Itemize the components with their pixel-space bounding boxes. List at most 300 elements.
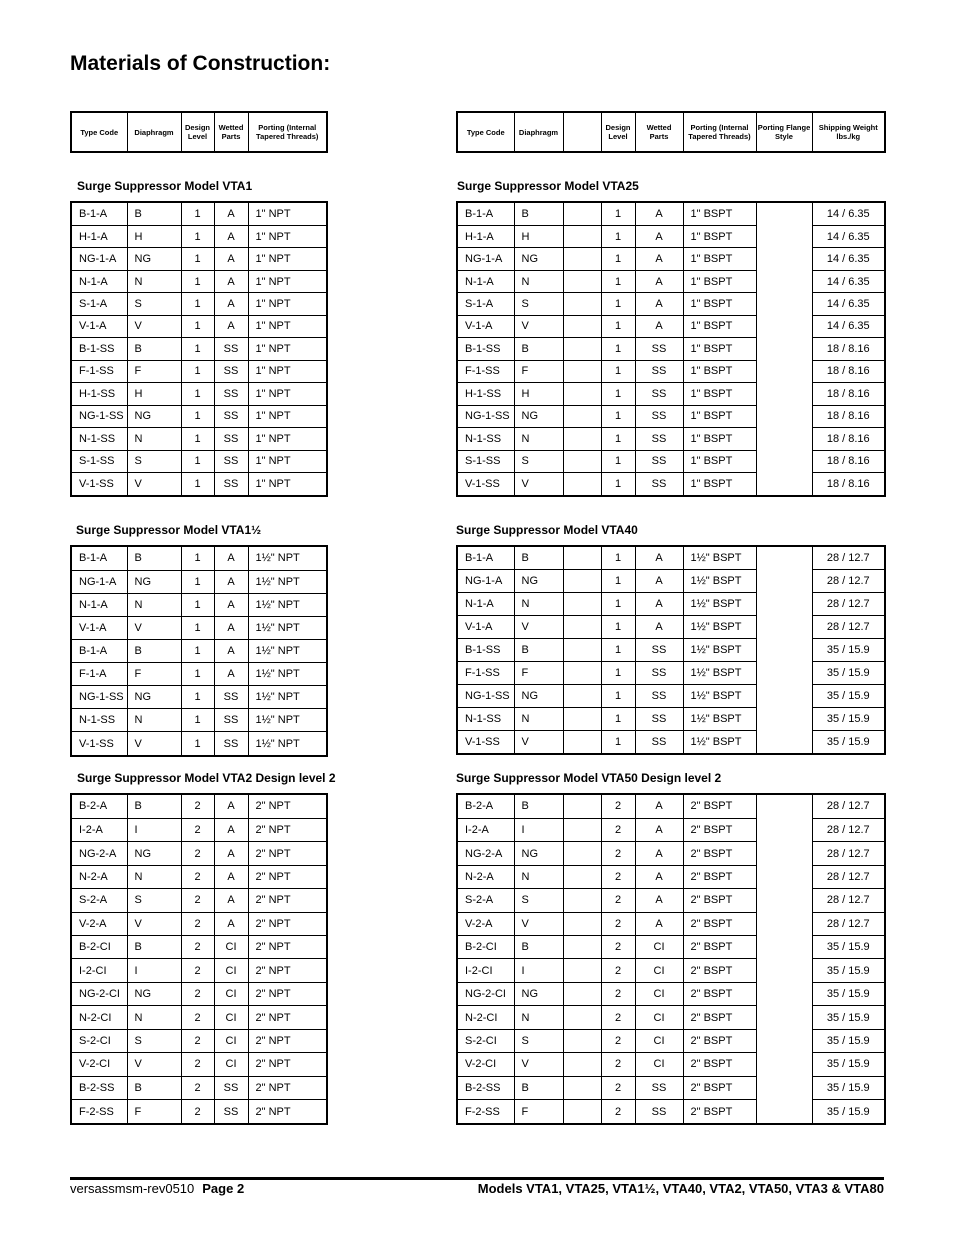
- cell-design-level: 1: [601, 360, 635, 382]
- cell-shipping-weight: 14 / 6.35: [812, 270, 885, 292]
- table-row: [71, 270, 327, 292]
- table-row: [71, 1076, 327, 1099]
- table-row: [71, 546, 327, 570]
- cell-porting: 1" BSPT: [683, 202, 756, 225]
- header-diaphragm: Diaphragm: [514, 112, 563, 152]
- cell-wetted-parts: CI: [214, 1006, 248, 1029]
- cell-flange-style: [756, 707, 812, 730]
- cell-diaphragm: N: [514, 428, 563, 450]
- cell-shipping-weight: 35 / 15.9: [812, 936, 885, 959]
- cell-wetted-parts: A: [635, 248, 683, 270]
- cell-porting: 1" BSPT: [683, 248, 756, 270]
- table-row: [71, 889, 327, 912]
- cell-type-code: V-2-A: [71, 912, 127, 935]
- cell-blank: [563, 383, 601, 405]
- cell-type-code: V-1-A: [457, 616, 514, 639]
- table-row: [71, 225, 327, 247]
- cell-blank: [563, 1100, 601, 1124]
- table-row: [457, 865, 885, 888]
- cell-flange-style: [756, 428, 812, 450]
- cell-flange-style: [756, 225, 812, 247]
- cell-blank: [563, 360, 601, 382]
- table-row: [457, 202, 885, 225]
- cell-blank: [563, 842, 601, 865]
- table-row: [71, 202, 327, 225]
- cell-flange-style: [756, 730, 812, 754]
- cell-type-code: B-2-CI: [71, 936, 127, 959]
- cell-diaphragm: V: [514, 1053, 563, 1076]
- table-row: [71, 1053, 327, 1076]
- cell-porting: 2" BSPT: [683, 818, 756, 841]
- cell-type-code: NG-1-A: [457, 570, 514, 593]
- cell-blank: [563, 202, 601, 225]
- cell-design-level: 2: [601, 1053, 635, 1076]
- cell-flange-style: [756, 912, 812, 935]
- cell-type-code: N-1-A: [457, 270, 514, 292]
- cell-diaphragm: N: [514, 1006, 563, 1029]
- cell-blank: [563, 248, 601, 270]
- cell-design-level: 1: [601, 546, 635, 570]
- cell-wetted-parts: SS: [635, 428, 683, 450]
- cell-design-level: 1: [181, 202, 214, 225]
- cell-design-level: 2: [181, 936, 214, 959]
- table-row: [457, 1006, 885, 1029]
- cell-blank: [563, 1006, 601, 1029]
- cell-diaphragm: B: [514, 639, 563, 662]
- cell-design-level: 1: [601, 684, 635, 707]
- cell-diaphragm: NG: [514, 684, 563, 707]
- cell-design-level: 1: [601, 202, 635, 225]
- cell-flange-style: [756, 248, 812, 270]
- cell-design-level: 1: [181, 639, 214, 662]
- cell-shipping-weight: 14 / 6.35: [812, 202, 885, 225]
- cell-design-level: 2: [601, 1100, 635, 1124]
- table-row: [457, 428, 885, 450]
- table-row: [71, 794, 327, 818]
- cell-wetted-parts: CI: [214, 1029, 248, 1052]
- cell-diaphragm: B: [127, 338, 181, 360]
- cell-diaphragm: NG: [514, 405, 563, 427]
- cell-diaphragm: H: [514, 383, 563, 405]
- cell-wetted-parts: SS: [635, 684, 683, 707]
- cell-wetted-parts: A: [214, 248, 248, 270]
- table-row: [457, 248, 885, 270]
- cell-diaphragm: V: [127, 473, 181, 497]
- table-row: [457, 338, 885, 360]
- cell-design-level: 1: [601, 707, 635, 730]
- cell-type-code: B-1-A: [71, 202, 127, 225]
- cell-diaphragm: V: [514, 473, 563, 497]
- cell-type-code: B-2-A: [457, 794, 514, 818]
- cell-blank: [563, 225, 601, 247]
- cell-diaphragm: NG: [514, 842, 563, 865]
- cell-diaphragm: NG: [514, 248, 563, 270]
- cell-porting: 1" BSPT: [683, 338, 756, 360]
- cell-wetted-parts: A: [214, 270, 248, 292]
- cell-diaphragm: N: [127, 270, 181, 292]
- cell-shipping-weight: 28 / 12.7: [812, 546, 885, 570]
- cell-wetted-parts: SS: [635, 473, 683, 497]
- table-row: [457, 450, 885, 472]
- cell-diaphragm: V: [127, 912, 181, 935]
- cell-type-code: F-1-SS: [457, 360, 514, 382]
- table-row: [71, 709, 327, 732]
- cell-type-code: H-1-SS: [71, 383, 127, 405]
- cell-type-code: V-1-A: [457, 315, 514, 337]
- cell-porting: 1" NPT: [248, 338, 327, 360]
- cell-type-code: B-1-SS: [71, 338, 127, 360]
- cell-type-code: NG-2-A: [71, 842, 127, 865]
- header-row: [457, 112, 885, 152]
- cell-wetted-parts: SS: [214, 360, 248, 382]
- cell-porting: 2" NPT: [248, 982, 327, 1005]
- cell-diaphragm: NG: [127, 405, 181, 427]
- cell-porting: 1" NPT: [248, 225, 327, 247]
- cell-design-level: 1: [601, 270, 635, 292]
- cell-blank: [563, 428, 601, 450]
- cell-porting: 2" BSPT: [683, 1053, 756, 1076]
- cell-type-code: V-2-CI: [71, 1053, 127, 1076]
- cell-blank: [563, 570, 601, 593]
- cell-shipping-weight: 35 / 15.9: [812, 707, 885, 730]
- cell-type-code: I-2-CI: [71, 959, 127, 982]
- cell-type-code: V-1-A: [71, 315, 127, 337]
- cell-porting: 1" NPT: [248, 405, 327, 427]
- cell-diaphragm: I: [127, 959, 181, 982]
- cell-design-level: 1: [181, 293, 214, 315]
- cell-flange-style: [756, 383, 812, 405]
- cell-porting: 1½" BSPT: [683, 570, 756, 593]
- cell-flange-style: [756, 1076, 812, 1099]
- cell-diaphragm: S: [514, 889, 563, 912]
- cell-diaphragm: NG: [514, 570, 563, 593]
- cell-design-level: 1: [181, 315, 214, 337]
- table-row: [457, 1100, 885, 1124]
- cell-type-code: S-1-A: [71, 293, 127, 315]
- cell-blank: [563, 473, 601, 497]
- cell-wetted-parts: A: [214, 546, 248, 570]
- cell-wetted-parts: SS: [214, 450, 248, 472]
- cell-wetted-parts: A: [214, 818, 248, 841]
- cell-type-code: NG-1-A: [71, 248, 127, 270]
- cell-flange-style: [756, 473, 812, 497]
- cell-porting: 2" BSPT: [683, 794, 756, 818]
- cell-design-level: 2: [601, 889, 635, 912]
- cell-type-code: I-2-A: [457, 818, 514, 841]
- vta50-table: [456, 793, 886, 1125]
- cell-wetted-parts: A: [214, 616, 248, 639]
- cell-design-level: 1: [601, 293, 635, 315]
- cell-wetted-parts: CI: [635, 1006, 683, 1029]
- table-row: [71, 383, 327, 405]
- cell-porting: 2" NPT: [248, 1053, 327, 1076]
- cell-blank: [563, 684, 601, 707]
- cell-wetted-parts: A: [214, 889, 248, 912]
- cell-design-level: 1: [601, 225, 635, 247]
- cell-diaphragm: F: [127, 360, 181, 382]
- cell-flange-style: [756, 1053, 812, 1076]
- footer-left: [70, 1181, 244, 1196]
- cell-blank: [563, 546, 601, 570]
- cell-porting: 1½" BSPT: [683, 661, 756, 684]
- table-row: [457, 959, 885, 982]
- cell-porting: 2" NPT: [248, 959, 327, 982]
- cell-shipping-weight: 18 / 8.16: [812, 473, 885, 497]
- cell-diaphragm: H: [127, 383, 181, 405]
- cell-design-level: 2: [601, 1029, 635, 1052]
- cell-design-level: 2: [181, 959, 214, 982]
- cell-design-level: 1: [181, 225, 214, 247]
- cell-design-level: 2: [601, 842, 635, 865]
- cell-porting: 1" NPT: [248, 315, 327, 337]
- cell-porting: 2" NPT: [248, 1006, 327, 1029]
- cell-blank: [563, 450, 601, 472]
- cell-wetted-parts: A: [635, 202, 683, 225]
- cell-shipping-weight: 35 / 15.9: [812, 959, 885, 982]
- cell-diaphragm: N: [127, 709, 181, 732]
- cell-wetted-parts: A: [635, 842, 683, 865]
- cell-porting: 1½" BSPT: [683, 546, 756, 570]
- cell-diaphragm: S: [514, 1029, 563, 1052]
- footer-models: Models VTA1, VTA25, VTA1½, VTA40, VTA2, VTA50, VTA3 & VTA80: [477, 1181, 884, 1196]
- cell-diaphragm: NG: [127, 248, 181, 270]
- cell-design-level: 1: [601, 315, 635, 337]
- cell-design-level: 1: [181, 383, 214, 405]
- header-design-level: Design Level: [181, 112, 214, 152]
- cell-diaphragm: N: [514, 270, 563, 292]
- cell-wetted-parts: SS: [214, 1100, 248, 1124]
- cell-porting: 2" BSPT: [683, 1100, 756, 1124]
- cell-flange-style: [756, 936, 812, 959]
- cell-wetted-parts: A: [635, 889, 683, 912]
- cell-design-level: 1: [601, 639, 635, 662]
- cell-porting: 2" BSPT: [683, 842, 756, 865]
- cell-design-level: 2: [181, 865, 214, 888]
- cell-wetted-parts: SS: [635, 639, 683, 662]
- cell-blank: [563, 1076, 601, 1099]
- cell-shipping-weight: 35 / 15.9: [812, 1006, 885, 1029]
- cell-type-code: S-2-A: [71, 889, 127, 912]
- table-row: [457, 982, 885, 1005]
- cell-flange-style: [756, 1100, 812, 1124]
- cell-shipping-weight: 28 / 12.7: [812, 593, 885, 616]
- cell-wetted-parts: SS: [214, 428, 248, 450]
- cell-wetted-parts: A: [214, 315, 248, 337]
- cell-diaphragm: N: [127, 593, 181, 616]
- cell-diaphragm: S: [127, 1029, 181, 1052]
- cell-porting: 1" NPT: [248, 383, 327, 405]
- cell-blank: [563, 794, 601, 818]
- cell-type-code: V-1-A: [71, 616, 127, 639]
- cell-type-code: NG-2-CI: [457, 982, 514, 1005]
- cell-shipping-weight: 35 / 15.9: [812, 684, 885, 707]
- header-diaphragm: Diaphragm: [127, 112, 181, 152]
- cell-wetted-parts: A: [214, 912, 248, 935]
- cell-blank: [563, 1029, 601, 1052]
- header-design-level: Design Level: [601, 112, 635, 152]
- table-row: [71, 450, 327, 472]
- table-row: [457, 315, 885, 337]
- cell-type-code: B-2-A: [71, 794, 127, 818]
- cell-porting: 1" BSPT: [683, 405, 756, 427]
- cell-porting: 1" NPT: [248, 360, 327, 382]
- cell-wetted-parts: SS: [214, 732, 248, 756]
- table-row: [71, 663, 327, 686]
- table-row: [71, 818, 327, 841]
- table-row: [457, 794, 885, 818]
- cell-design-level: 2: [181, 1076, 214, 1099]
- cell-blank: [563, 912, 601, 935]
- cell-type-code: NG-1-A: [71, 570, 127, 593]
- cell-blank: [563, 730, 601, 754]
- cell-diaphragm: F: [127, 663, 181, 686]
- cell-type-code: N-1-A: [71, 593, 127, 616]
- cell-design-level: 1: [181, 732, 214, 756]
- cell-design-level: 1: [181, 360, 214, 382]
- cell-design-level: 1: [181, 405, 214, 427]
- cell-type-code: NG-1-SS: [457, 684, 514, 707]
- table-row: [71, 1029, 327, 1052]
- cell-flange-style: [756, 982, 812, 1005]
- cell-type-code: I-2-CI: [457, 959, 514, 982]
- cell-porting: 1" BSPT: [683, 360, 756, 382]
- table-row: [71, 405, 327, 427]
- table-row: [457, 270, 885, 292]
- cell-blank: [563, 293, 601, 315]
- cell-porting: 1" BSPT: [683, 428, 756, 450]
- cell-porting: 1½" NPT: [248, 546, 327, 570]
- cell-blank: [563, 616, 601, 639]
- cell-diaphragm: V: [127, 315, 181, 337]
- cell-wetted-parts: CI: [214, 959, 248, 982]
- cell-porting: 1" NPT: [248, 473, 327, 497]
- cell-wetted-parts: CI: [214, 1053, 248, 1076]
- cell-porting: 1" BSPT: [683, 293, 756, 315]
- cell-design-level: 1: [181, 546, 214, 570]
- cell-porting: 1" BSPT: [683, 225, 756, 247]
- cell-diaphragm: S: [514, 450, 563, 472]
- header-type-code: Type Code: [457, 112, 514, 152]
- table-row: [71, 686, 327, 709]
- cell-design-level: 1: [181, 593, 214, 616]
- cell-blank: [563, 661, 601, 684]
- cell-shipping-weight: 18 / 8.16: [812, 450, 885, 472]
- cell-flange-style: [756, 794, 812, 818]
- cell-wetted-parts: SS: [635, 1076, 683, 1099]
- cell-wetted-parts: A: [635, 225, 683, 247]
- cell-design-level: 2: [181, 1029, 214, 1052]
- cell-diaphragm: F: [514, 360, 563, 382]
- cell-design-level: 1: [181, 338, 214, 360]
- table-row: [71, 473, 327, 497]
- cell-design-level: 2: [601, 959, 635, 982]
- cell-diaphragm: F: [127, 1100, 181, 1124]
- cell-blank: [563, 405, 601, 427]
- cell-blank: [563, 338, 601, 360]
- cell-porting: 2" NPT: [248, 936, 327, 959]
- cell-shipping-weight: 28 / 12.7: [812, 570, 885, 593]
- cell-type-code: B-2-CI: [457, 936, 514, 959]
- cell-diaphragm: V: [127, 732, 181, 756]
- table-row: [457, 570, 885, 593]
- cell-diaphragm: V: [127, 1053, 181, 1076]
- cell-porting: 2" BSPT: [683, 889, 756, 912]
- cell-shipping-weight: 35 / 15.9: [812, 1100, 885, 1124]
- cell-flange-style: [756, 889, 812, 912]
- cell-wetted-parts: SS: [635, 338, 683, 360]
- cell-diaphragm: F: [514, 661, 563, 684]
- section-title-vta2: Surge Suppressor Model VTA2 Design level 2: [77, 771, 336, 785]
- cell-flange-style: [756, 842, 812, 865]
- cell-porting: 2" NPT: [248, 1029, 327, 1052]
- cell-diaphragm: N: [514, 865, 563, 888]
- cell-porting: 2" BSPT: [683, 959, 756, 982]
- cell-wetted-parts: SS: [635, 450, 683, 472]
- cell-diaphragm: V: [514, 616, 563, 639]
- cell-type-code: S-1-A: [457, 293, 514, 315]
- cell-porting: 1" BSPT: [683, 383, 756, 405]
- cell-type-code: B-1-SS: [457, 338, 514, 360]
- table-row: [457, 293, 885, 315]
- cell-type-code: B-2-SS: [71, 1076, 127, 1099]
- table-row: [457, 546, 885, 570]
- table-row: [71, 936, 327, 959]
- cell-type-code: F-1-SS: [457, 661, 514, 684]
- cell-wetted-parts: A: [214, 570, 248, 593]
- cell-design-level: 1: [601, 338, 635, 360]
- cell-porting: 2" NPT: [248, 865, 327, 888]
- table-row: [457, 818, 885, 841]
- cell-flange-style: [756, 315, 812, 337]
- cell-porting: 1½" BSPT: [683, 707, 756, 730]
- cell-wetted-parts: SS: [635, 360, 683, 382]
- cell-type-code: V-1-SS: [71, 473, 127, 497]
- cell-diaphragm: B: [514, 338, 563, 360]
- table-row: [457, 225, 885, 247]
- cell-type-code: F-1-SS: [71, 360, 127, 382]
- cell-flange-style: [756, 405, 812, 427]
- cell-type-code: N-1-SS: [71, 709, 127, 732]
- cell-shipping-weight: 18 / 8.16: [812, 405, 885, 427]
- cell-design-level: 1: [601, 450, 635, 472]
- cell-blank: [563, 889, 601, 912]
- cell-design-level: 1: [181, 450, 214, 472]
- cell-type-code: N-2-CI: [457, 1006, 514, 1029]
- cell-shipping-weight: 28 / 12.7: [812, 865, 885, 888]
- cell-blank: [563, 818, 601, 841]
- cell-design-level: 2: [181, 912, 214, 935]
- cell-design-level: 1: [181, 616, 214, 639]
- cell-flange-style: [756, 684, 812, 707]
- cell-type-code: V-2-A: [457, 912, 514, 935]
- table-row: [457, 1029, 885, 1052]
- cell-design-level: 1: [601, 248, 635, 270]
- cell-blank: [563, 936, 601, 959]
- cell-type-code: F-1-A: [71, 663, 127, 686]
- cell-wetted-parts: SS: [214, 1076, 248, 1099]
- cell-design-level: 1: [601, 428, 635, 450]
- cell-porting: 1" BSPT: [683, 315, 756, 337]
- cell-design-level: 2: [601, 794, 635, 818]
- cell-diaphragm: NG: [127, 570, 181, 593]
- table-row: [457, 383, 885, 405]
- cell-type-code: NG-1-A: [457, 248, 514, 270]
- cell-diaphragm: NG: [127, 686, 181, 709]
- cell-porting: 2" BSPT: [683, 1006, 756, 1029]
- header-type-code: Type Code: [71, 112, 127, 152]
- cell-porting: 1" NPT: [248, 202, 327, 225]
- cell-porting: 2" BSPT: [683, 912, 756, 935]
